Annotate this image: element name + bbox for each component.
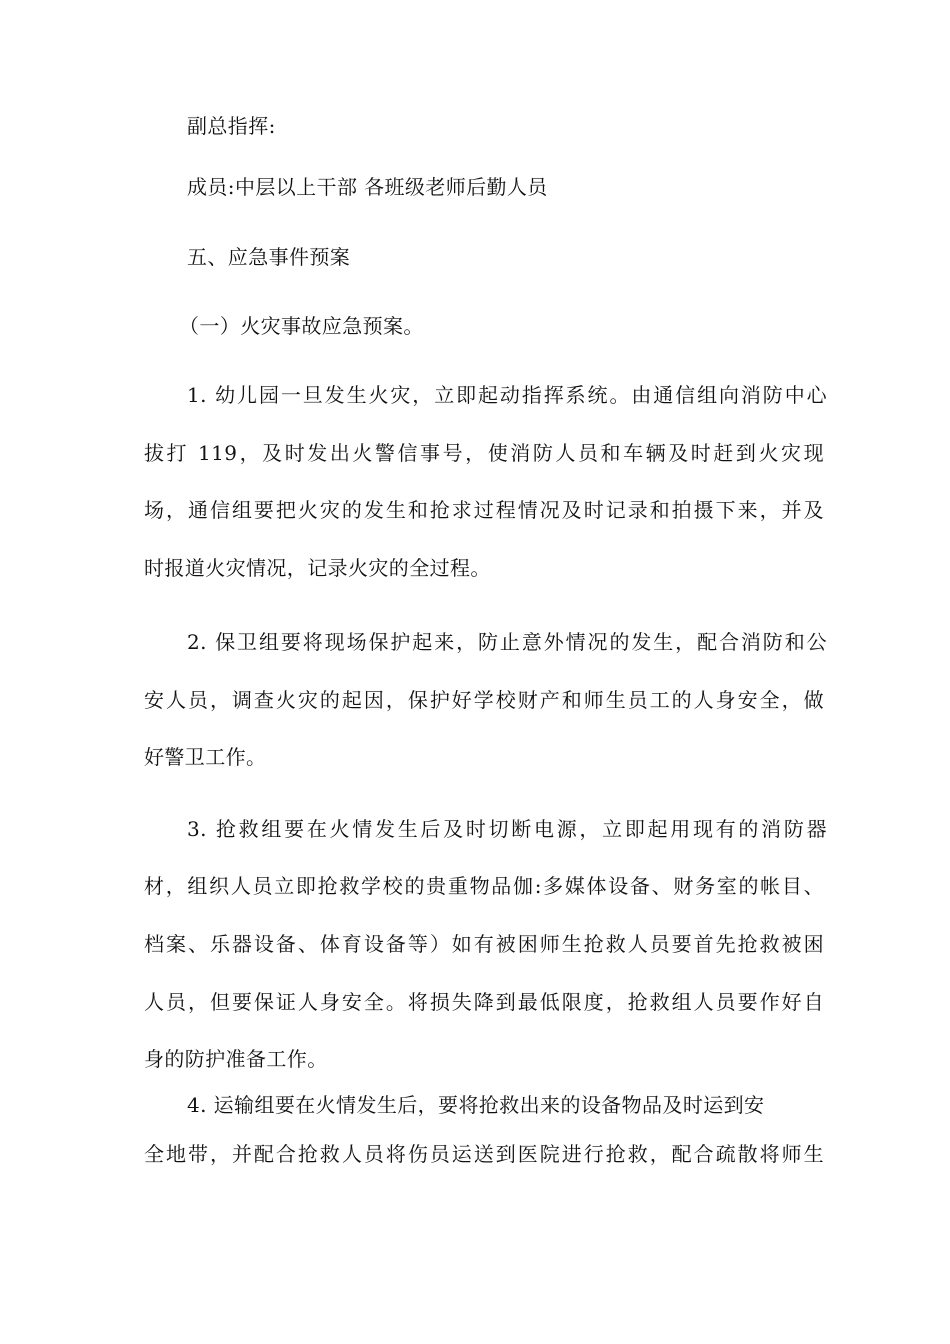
paragraph-1-line-3: 场，通信组要把火灾的发生和抢求过程情况及时记录和拍摄下来，并及 [144, 498, 824, 522]
paragraph-4-line-1: 4. 运输组要在火情发生后，要将抢救出来的设备物品及时运到安 [187, 1093, 765, 1117]
deputy-commander-line: 副总指挥: [187, 114, 276, 138]
paragraph-2-line-2: 安人员，调查火灾的起因，保护好学校财产和师生员工的人身安全，做 [144, 688, 824, 712]
paragraph-1-line-1: 1. 幼儿园一旦发生火灾，立即起动指挥系统。由通信组向消防中心 [187, 383, 827, 407]
members-line: 成员:中层以上干部 各班级老师后勤人员 [187, 175, 548, 199]
paragraph-3-line-1: 3. 抢救组要在火情发生后及时切断电源，立即起用现有的消防器 [187, 817, 827, 841]
paragraph-1-line-2: 拔打 119，及时发出火警信事号，使消防人员和车辆及时赶到火灾现 [144, 441, 824, 465]
section-five-heading: 五、应急事件预案 [187, 245, 351, 269]
fire-plan-title: （一）火灾事故应急预案。 [179, 314, 424, 338]
paragraph-4-line-2: 全地带，并配合抢救人员将伤员运送到医院进行抢救，配合疏散将师生 [144, 1142, 824, 1166]
paragraph-3-line-5: 身的防护准备工作。 [144, 1047, 328, 1071]
paragraph-2-line-1: 2. 保卫组要将现场保护起来，防止意外情况的发生，配合消防和公 [187, 630, 827, 654]
paragraph-2-line-3: 好警卫工作。 [144, 745, 267, 769]
paragraph-1-line-4: 时报道火灾情况，记录火灾的全过程。 [144, 556, 491, 580]
paragraph-3-line-2: 材，组织人员立即抢救学校的贵重物品伽:多媒体设备、财务室的帐目、 [144, 874, 824, 898]
paragraph-3-line-3: 档案、乐器设备、体育设备等）如有被困师生抢救人员要首先抢救被困 [144, 932, 824, 956]
paragraph-3-line-4: 人员，但要保证人身安全。将损失降到最低限度，抢救组人员要作好自 [144, 990, 824, 1014]
